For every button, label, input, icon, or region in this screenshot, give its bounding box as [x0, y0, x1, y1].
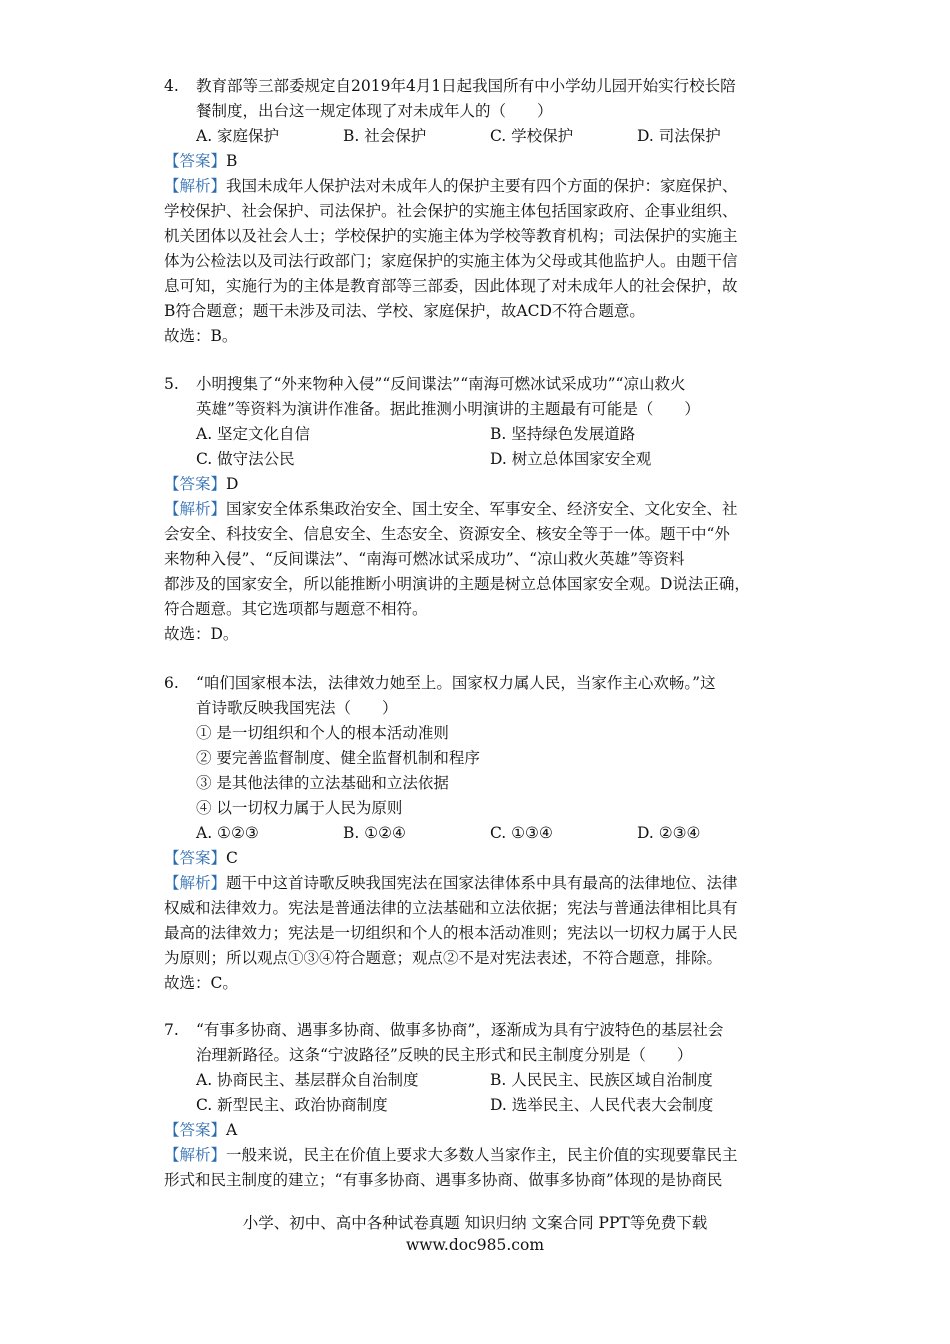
answer-line	[164, 149, 784, 174]
question-stem-line: 治理新路径。这条“宁波路径”反映的民主形式和民主制度分别是（ ）	[196, 1046, 693, 1064]
statement-3: ③ 是其他法律的立法基础和立法依据	[196, 774, 449, 792]
statement-4: ④ 以一切权力属于人民为原则	[196, 799, 403, 817]
question-stem-line: 首诗歌反映我国宪法（ ）	[196, 699, 398, 717]
answer-tag: 【答案】	[164, 475, 227, 493]
analysis-text: 权威和法律效力。宪法是普通法律的立法基础和立法依据；宪法与普通法律相比具有	[164, 899, 738, 917]
analysis-text: 学校保护、社会保护、司法保护。社会保护的实施主体包括国家政府、企事业组织、	[164, 202, 738, 220]
option-c: C. 学校保护	[490, 127, 574, 145]
analysis-text: 符合题意。其它选项都与题意不相符。	[164, 600, 428, 618]
answer-tag: 【答案】	[164, 1121, 227, 1139]
conclusion: 故选：B。	[164, 327, 238, 345]
analysis-tag: 【解析】	[164, 874, 227, 892]
options-row	[164, 447, 784, 472]
question-number: 7.	[164, 1021, 179, 1039]
option-c: C. ①③④	[490, 824, 553, 842]
analysis-tag: 【解析】	[164, 1146, 227, 1164]
question-stem-line: 小明搜集了“外来物种入侵”“反间谍法”“南海可燃冰试采成功”“凉山救火	[196, 375, 686, 393]
option-c: C. 新型民主、政治协商制度	[196, 1096, 388, 1114]
option-a: A. 坚定文化自信	[196, 425, 311, 443]
question-stem-line: “有事多协商、遇事多协商、做事多协商”，逐渐成为具有宁波特色的基层社会	[196, 1021, 724, 1039]
analysis-text: 为原则；所以观点①③④符合题意；观点②不是对宪法表述，不符合题意，排除。	[164, 949, 723, 967]
answer-value: A	[226, 1121, 238, 1139]
options-row	[164, 124, 784, 149]
options-row	[164, 821, 784, 846]
options-row	[164, 422, 784, 447]
analysis-line	[164, 871, 784, 896]
footer-url[interactable]: www.doc985.com	[405, 1236, 545, 1254]
conclusion: 故选：C。	[164, 974, 238, 992]
question-stem-line: 英雄”等资料为演讲作准备。据此推测小明演讲的主题最有可能是（ ）	[196, 400, 700, 418]
statement-2: ② 要完善监督制度、健全监督机制和程序	[196, 749, 480, 767]
question-stem-line: “咱们国家根本法，法律效力她至上。国家权力属人民，当家作主心欢畅。”这	[196, 674, 716, 692]
question-6	[164, 671, 784, 996]
analysis-text: 一般来说，民主在价值上要求大多数人当家作主，民主价值的实现要靠民主	[226, 1146, 738, 1164]
option-a: A. 协商民主、基层群众自治制度	[196, 1071, 419, 1089]
analysis-text: 形式和民主制度的建立；“有事多协商、遇事多协商、做事多协商”体现的是协商民	[164, 1171, 723, 1189]
analysis-text: 会安全、科技安全、信息安全、生态安全、资源安全、核安全等于一体。题干中“外	[164, 525, 730, 543]
analysis-text: 题干中这首诗歌反映我国宪法在国家法律体系中具有最高的法律地位、法律	[226, 874, 738, 892]
question-5	[164, 372, 784, 647]
analysis-text: 息可知，实施行为的主体是教育部等三部委，因此体现了对未成年人的社会保护，故	[164, 277, 738, 295]
question-stem-line: 餐制度，出台这一规定体现了对未成年人的（ ）	[196, 102, 553, 120]
analysis-text: 都涉及的国家安全，所以能推断小明演讲的主题是树立总体国家安全观。D说法正确，	[164, 575, 750, 593]
question-stem-line: 教育部等三部委规定自2019年4月1日起我国所有中小学幼儿园开始实行校长陪	[196, 77, 736, 95]
option-d: D. 司法保护	[637, 127, 721, 145]
page-footer	[0, 1212, 950, 1256]
footer-slogan: 小学、初中、高中各种试卷真题 知识归纳 文案合同 PPT等免费下载	[242, 1214, 708, 1232]
question-number: 6.	[164, 674, 179, 692]
option-a: A. ①②③	[196, 824, 259, 842]
option-d: D. ②③④	[637, 824, 701, 842]
analysis-tag: 【解析】	[164, 177, 227, 195]
option-b: B. ①②④	[343, 824, 406, 842]
answer-line	[164, 472, 784, 497]
analysis-text: 我国未成年人保护法对未成年人的保护主要有四个方面的保护：家庭保护、	[226, 177, 738, 195]
analysis-text: 最高的法律效力；宪法是一切组织和个人的根本活动准则；宪法以一切权力属于人民	[164, 924, 738, 942]
answer-line	[164, 846, 784, 871]
analysis-text: 体为公检法以及司法行政部门；家庭保护的实施主体为父母或其他监护人。由题干信	[164, 252, 738, 270]
analysis-line	[164, 1143, 784, 1168]
option-b: B. 人民民主、民族区域自治制度	[490, 1071, 713, 1089]
analysis-text: 国家安全体系集政治安全、国土安全、军事安全、经济安全、文化安全、社	[226, 500, 738, 518]
conclusion: 故选：D。	[164, 625, 239, 643]
question-4	[164, 74, 784, 349]
options-row	[164, 1093, 784, 1118]
analysis-text: 机关团体以及社会人士；学校保护的实施主体为学校等教育机构；司法保护的实施主	[164, 227, 738, 245]
statement-1: ① 是一切组织和个人的根本活动准则	[196, 724, 449, 742]
answer-tag: 【答案】	[164, 152, 227, 170]
answer-value: B	[226, 152, 238, 170]
analysis-text: B符合题意；题干未涉及司法、学校、家庭保护，故ACD不符合题意。	[164, 302, 645, 320]
question-number: 5.	[164, 375, 179, 393]
options-row	[164, 1068, 784, 1093]
option-b: B. 坚持绿色发展道路	[490, 425, 636, 443]
analysis-line	[164, 174, 784, 199]
option-c: C. 做守法公民	[196, 450, 295, 468]
question-7	[164, 1018, 784, 1193]
question-number: 4.	[164, 77, 179, 95]
option-d: D. 选举民主、人民代表大会制度	[490, 1096, 714, 1114]
option-b: B. 社会保护	[343, 127, 427, 145]
answer-tag: 【答案】	[164, 849, 227, 867]
analysis-tag: 【解析】	[164, 500, 227, 518]
answer-value: C	[226, 849, 238, 867]
analysis-line	[164, 497, 784, 522]
option-d: D. 树立总体国家安全观	[490, 450, 652, 468]
answer-value: D	[226, 475, 239, 493]
answer-line	[164, 1118, 784, 1143]
option-a: A. 家庭保护	[196, 127, 280, 145]
analysis-text: 来物种入侵”、“反间谍法”、“南海可燃冰试采成功”、“凉山救火英雄”等资料	[164, 550, 685, 568]
